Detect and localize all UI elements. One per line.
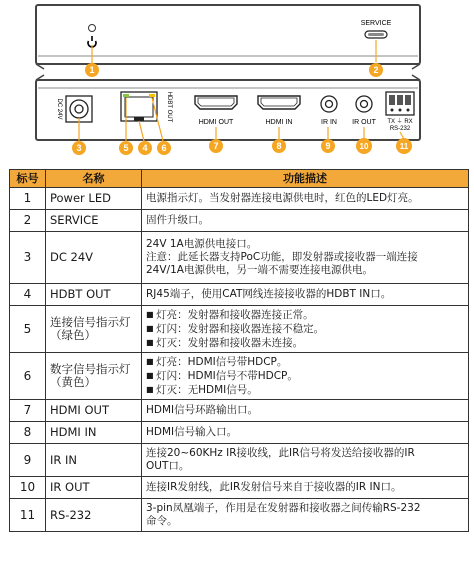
description-line: RJ45端子，使用CAT网线连接接收器的HDBT IN口。: [146, 288, 392, 300]
callout-badge-10: [356, 138, 372, 154]
ir-out-label: IR OUT: [352, 119, 376, 126]
link-led-indicator: [123, 94, 129, 97]
ir-in-label: IR IN: [321, 119, 337, 126]
row-number: 10: [10, 477, 46, 499]
svg-text:1: 1: [89, 65, 95, 75]
header-name: 名称: [46, 170, 142, 188]
row-description: [142, 353, 469, 400]
table-row: [10, 422, 469, 444]
description-line: 命令。: [146, 515, 178, 527]
svg-text:9: 9: [325, 141, 331, 151]
row-number: 2: [10, 210, 46, 232]
hdmi-in-label: HDMI IN: [265, 119, 293, 126]
callout-badge-5: [119, 141, 133, 155]
description-line: OUT口。: [146, 460, 190, 472]
row-description: [142, 477, 469, 499]
rs232-terminal[interactable]: [386, 92, 414, 115]
header-number: 标号: [10, 170, 46, 188]
row-name: Power LED: [46, 188, 142, 210]
svg-text:11: 11: [399, 142, 409, 151]
ir-in-jack[interactable]: [321, 96, 337, 112]
ir-out-jack[interactable]: [356, 96, 372, 112]
table-row: [10, 306, 469, 353]
table-body: [10, 188, 469, 532]
row-description: [142, 210, 469, 232]
row-description: [142, 400, 469, 422]
row-number: 5: [10, 306, 46, 353]
description-line: 24V/1A电源供电，另一端不需要连接电源供电。: [146, 264, 373, 276]
svg-text:4: 4: [142, 143, 148, 153]
description-line: 固件升级口。: [146, 214, 209, 226]
table-header-row: [10, 170, 469, 188]
row-description: [142, 284, 469, 306]
row-name: IR OUT: [46, 477, 142, 499]
svg-text:2: 2: [373, 65, 379, 75]
table-row: [10, 188, 469, 210]
callout-badge-4: [138, 141, 152, 155]
rear-panel: [36, 75, 420, 140]
bullet-list: [146, 308, 464, 350]
svg-text:5: 5: [123, 143, 129, 153]
row-number: 1: [10, 188, 46, 210]
bullet-list: [146, 355, 464, 397]
callout-badge-1: [85, 63, 99, 77]
row-description: [142, 499, 469, 532]
hdbt-out-label: HDBT OUT: [166, 91, 172, 123]
row-name: SERVICE: [46, 210, 142, 232]
hdmi-out-port[interactable]: [195, 96, 237, 109]
description-line: 注意：此延长器支持PoC功能，即发射器或接收器一端连接: [146, 251, 418, 263]
callout-badge-6: [157, 141, 171, 155]
row-name: 连接信号指示灯（绿色）: [46, 306, 142, 353]
row-number: 4: [10, 284, 46, 306]
bullet-item: ■ 灯灭：无HDMI信号。: [146, 383, 464, 397]
callout-badge-2: [369, 63, 383, 77]
row-name: IR IN: [46, 444, 142, 477]
hdmi-in-port[interactable]: [258, 96, 300, 109]
callout-badge-11: [396, 138, 412, 154]
row-name: HDMI IN: [46, 422, 142, 444]
bullet-item: ■ 灯亮：HDMI信号带HDCP。: [146, 355, 464, 369]
description-line: 连接IR发射线，此IR发射信号来自于接收器的IR IN口。: [146, 481, 402, 493]
rs232-label: RS-232: [389, 126, 411, 132]
row-number: 8: [10, 422, 46, 444]
row-description: [142, 422, 469, 444]
callout-badge-7: [209, 139, 223, 153]
service-label: SERVICE: [360, 20, 392, 27]
svg-text:6: 6: [161, 143, 167, 153]
row-name: RS-232: [46, 499, 142, 532]
row-number: 3: [10, 232, 46, 284]
callout-leaders: [79, 40, 404, 142]
row-number: 6: [10, 353, 46, 400]
function-table: [9, 169, 469, 532]
bullet-item: ■ 灯闪：发射器和接收器连接不稳定。: [146, 322, 464, 336]
hdmi-out-label: HDMI OUT: [198, 119, 234, 126]
svg-text:10: 10: [359, 142, 369, 151]
callout-badge-8: [272, 139, 286, 153]
row-name: 数字信号指示灯（黄色）: [46, 353, 142, 400]
svg-text:3: 3: [76, 143, 82, 153]
row-description: [142, 188, 469, 210]
description-line: HDMI信号环路输出口。: [146, 404, 259, 416]
row-description: [142, 306, 469, 353]
table-row: [10, 353, 469, 400]
description-line: 3-pin凤凰端子，作用是在发射器和接收器之间传输RS-232: [146, 502, 421, 514]
table-row: [10, 284, 469, 306]
power-led-icon: [88, 25, 96, 47]
description-line: 电源指示灯。当发射器连接电源供电时，红色的LED灯亮。: [146, 192, 419, 204]
hdcp-led-indicator: [149, 94, 155, 97]
row-name: DC 24V: [46, 232, 142, 284]
row-number: 11: [10, 499, 46, 532]
header-description: 功能描述: [142, 170, 469, 188]
description-line: 连接20~60KHz IR接收线，此IR信号将发送给接收器的IR: [146, 447, 415, 459]
table-row: [10, 499, 469, 532]
table-row: [10, 444, 469, 477]
row-name: HDMI OUT: [46, 400, 142, 422]
rs232-pins-label: TX ⏚ RX: [387, 119, 413, 125]
bullet-item: ■ 灯闪：HDMI信号不带HDCP。: [146, 369, 464, 383]
table-row: [10, 477, 469, 499]
table-row: [10, 232, 469, 284]
description-line: HDMI信号输入口。: [146, 426, 238, 438]
callout-badge-9: [321, 139, 335, 153]
row-number: 9: [10, 444, 46, 477]
row-description: [142, 444, 469, 477]
callout-badge-3: [72, 141, 86, 155]
table-row: [10, 210, 469, 232]
device-panel-diagram: [0, 0, 474, 166]
row-number: 7: [10, 400, 46, 422]
row-description: [142, 232, 469, 284]
description-line: 24V 1A电源供电接口。: [146, 238, 258, 250]
service-port[interactable]: [365, 31, 387, 38]
bullet-item: ■ 灯亮：发射器和接收器连接正常。: [146, 308, 464, 322]
dc-24v-label: DC 24V: [56, 98, 62, 120]
front-panel: [36, 5, 420, 69]
row-name: HDBT OUT: [46, 284, 142, 306]
svg-text:7: 7: [213, 141, 219, 151]
bullet-item: ■ 灯灭：发射器和接收器未连接。: [146, 336, 464, 350]
table-row: [10, 400, 469, 422]
svg-text:8: 8: [276, 141, 282, 151]
